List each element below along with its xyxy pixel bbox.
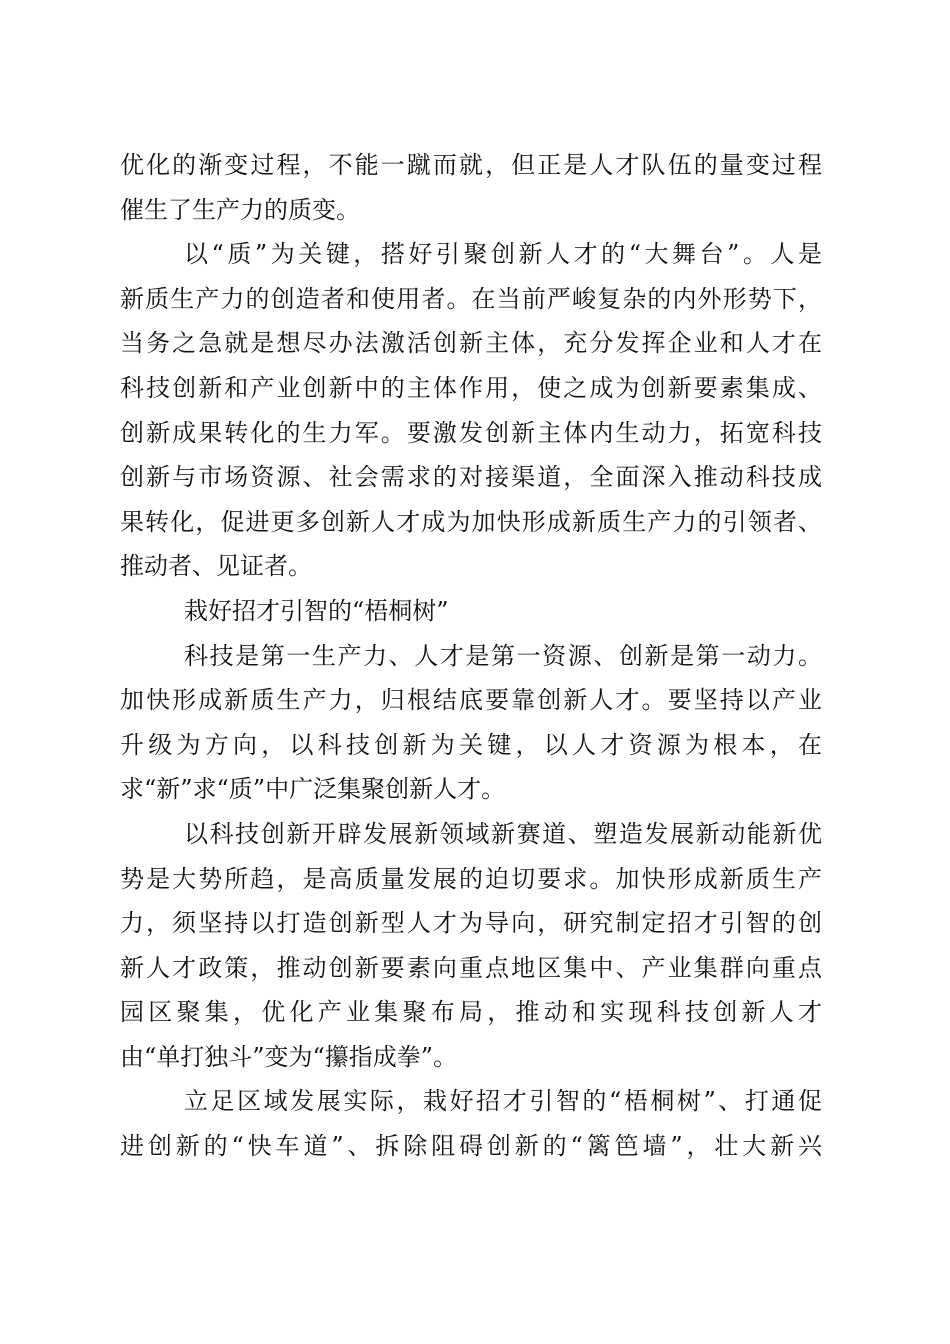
text-line: 创新与市场资源、社会需求的对接渠道，全面深入推动科技成 bbox=[120, 463, 822, 492]
text-line: 加快形成新质生产力，归根结底要靠创新人才。要坚持以产业 bbox=[120, 686, 822, 715]
text-line: 当务之急就是想尽办法激活创新主体，充分发挥企业和人才在 bbox=[120, 329, 822, 358]
text-line: 立足区域发展实际，栽好招才引智的“梧桐树”、打通促 bbox=[184, 1087, 822, 1116]
text-line: 进创新的“快车道”、拆除阻碍创新的“篱笆墙”，壮大新兴 bbox=[120, 1132, 822, 1161]
text-line: 推动者、见证者。 bbox=[120, 552, 312, 581]
text-line: 势是大势所趋，是高质量发展的迫切要求。加快形成新质生产 bbox=[120, 864, 822, 893]
text-line: 升级为方向，以科技创新为关键，以人才资源为根本，在 bbox=[120, 730, 822, 759]
text-line: 科技是第一生产力、人才是第一资源、创新是第一动力。 bbox=[184, 641, 822, 670]
text-line: 栽好招才引智的“梧桐树” bbox=[184, 596, 449, 625]
text-line: 果转化，促进更多创新人才成为加快形成新质生产力的引领者、 bbox=[120, 507, 822, 536]
text-line: 科技创新和产业创新中的主体作用，使之成为创新要素集成、 bbox=[120, 373, 822, 402]
text-line: 力，须坚持以打造创新型人才为导向，研究制定招才引智的创 bbox=[120, 909, 822, 938]
text-line: 由“单打独斗”变为“攥指成拳”。 bbox=[120, 1042, 458, 1071]
text-line: 催生了生产力的质变。 bbox=[120, 195, 360, 224]
document-body bbox=[120, 143, 822, 1169]
text-line: 求“新”求“质”中广泛集聚创新人才。 bbox=[120, 775, 506, 804]
text-line: 新人才政策，推动创新要素向重点地区集中、产业集群向重点 bbox=[120, 953, 822, 982]
text-line: 优化的渐变过程，不能一蹴而就，但正是人才队伍的量变过程 bbox=[120, 151, 822, 179]
text-line: 创新成果转化的生力军。要激发创新主体内生动力，拓宽科技 bbox=[120, 418, 822, 447]
text-line: 园区聚集，优化产业集聚布局，推动和实现科技创新人才 bbox=[120, 998, 822, 1027]
text-line: 新质生产力的创造者和使用者。在当前严峻复杂的内外形势下， bbox=[120, 284, 822, 313]
text-line: 以科技创新开辟发展新领域新赛道、塑造发展新动能新优 bbox=[184, 819, 822, 848]
text-line: 以“质”为关键，搭好引聚创新人才的“大舞台”。人是 bbox=[184, 240, 822, 269]
